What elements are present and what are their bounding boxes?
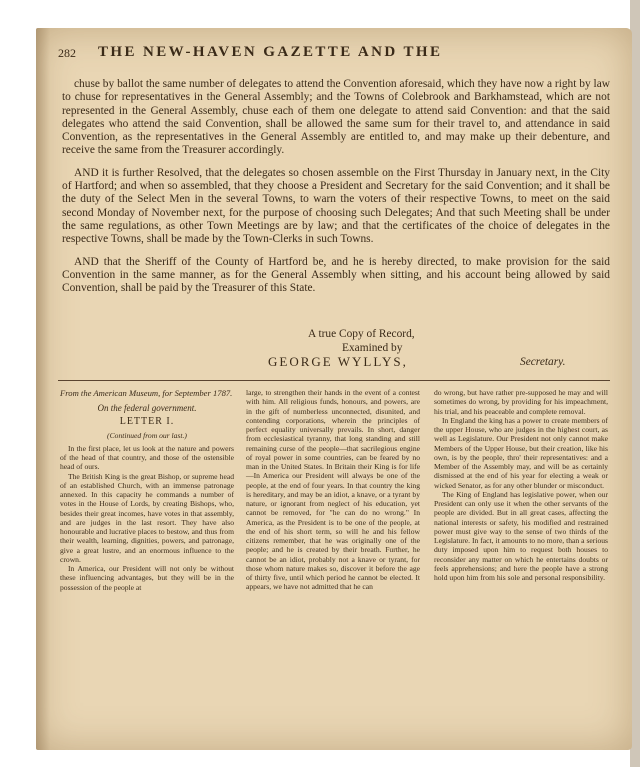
article-heading: On the federal government. — [97, 403, 197, 413]
attestation-line-2: Examined by — [342, 342, 403, 354]
resolution-text — [62, 78, 610, 304]
col3-paragraph-3: The King of England has legislative power, when our President can only use it when the other servants of the people are divided. But in all great cases, affecting the national interests or safety, his modified and restrained power must give way to the sense of two thirds of the Legislature. In fact, it amounts to no more, than a serious duty imposed upon him to request both houses to reconsider any matter on which he entertains doubts or feels apprehensions; and here the people have a strong hold upon him from his sole and personal responsibility. — [434, 489, 608, 582]
signer-role: Secretary. — [520, 356, 566, 368]
newspaper-page — [36, 28, 632, 750]
col1-paragraph-2: The British King is the great Bishop, or supreme head of an established Church, with an immense patronage annexed. In this capacity he commands a number of votes in the House of Lords, by creating Bishops, who, besides their great incomes, have votes in that assembly, and are judges in the last resort. They have also honourable and lucrative places to bestow, and thus from their wealth, learning, dignities, powers, and patronage, give a great lustre, and an enormous influence to the crown. — [60, 471, 234, 564]
attestation-line-1: A true Copy of Record, — [308, 328, 415, 340]
signer-name: GEORGE WYLLYS, — [268, 354, 408, 369]
col3-paragraph-1: do wrong, but have rather pre-supposed he may and will sometimes do wrong, by providing for his impeachment, his trial, and his peaceable and complete removal. — [434, 388, 608, 416]
col3-paragraph-2: In England the king has a power to create members of the upper House, who are judges in the highest court, as well as Legislature. Our President not only cannot make Members of the Upper House, but their creation, like his own, is by the people, thro' their representatives: and a Member of the Assembly may, and will be as certainly dismissed at the end of his year for electing a weak or wicked Senator, as for any other blunder or misconduct. — [434, 415, 608, 490]
col1-paragraph-1: In the first place, let us look at the nature and powers of the head of that country, and those of the ostensible head of ours. — [60, 443, 234, 472]
col2-paragraph-1: large, to strengthen their hands in the event of a contest with him. All religious funds, honours, and powers, are in the gift of numberless unconnected, disunited, and contending corporations, wherein the principles of perfect equality universally prevails. In short, danger from ecclesiastical tyranny, that long standing and still remaining curse of the people—that sacrilegious engine of royal power in some countries, can be feared by no man in the United States. In Britain their King is for life—In America our President will always be one of the people, at the end of four years. In that country the king is hereditary, and may be an idiot, a knave, or a tyrant by nature, or ignorant from neglect of his education, yet cannot be removed, for "he can do no wrong." In America, as the President is to be one of the people, at the end of his short term, so will he and his fellow citizens remember, that he was originally one of the people; and he is created by their breath. Further, he cannot be an idiot, probably not a knave or tyrant, for those whom nature makes so, discover it before the age of thirty five, until which period he cannot be elected. It appears, we have not admitted that he can — [246, 388, 420, 592]
resolution-paragraph-2: AND it is further Resolved, that the delegates so chosen assemble on the First Thursday in January next, in the City of Hartford; and when so assembled, that they choose a President and Secretary for the said Convention; and it shall be the duty of the Select Men in the several Towns, to warn the voters of their respective Towns, to meet on the said second Monday of November next, for the purpose of choosing such Delegates; And that such Meeting shall be under the same regulations, as other Town Meetings are by law; and that the certificates of the choice of delegates in the respective Towns, shall be made by the Town-Clerks in such Towns. — [62, 166, 610, 246]
column-1 — [60, 388, 234, 592]
page-number: 282 — [58, 46, 76, 60]
column-3 — [434, 388, 608, 582]
masthead — [58, 44, 618, 64]
newspaper-title: THE NEW-HAVEN GAZETTE AND THE — [98, 44, 443, 60]
section-divider — [58, 380, 610, 381]
resolution-paragraph-3: AND that the Sheriff of the County of Hartford be, and he is hereby directed, to make provision for the said Convention in the same manner, as for the General Assembly when sitting, and his account being allowed by said Convention, shall be paid by the Treasurer of this State. — [62, 255, 610, 295]
column-2 — [246, 388, 420, 592]
resolution-paragraph-1: chuse by ballot the same number of delegates to attend the Convention aforesaid, which they have now a right by law to chuse for representatives in the General Assembly; and the Towns of Colebrook and Barkhamstead, which are not represented in the General Assembly, chuse each of them one delegate to attend said Convention: and that the said delegates who attend the said Convention, shall be allowed the same sum for their travel to, and attendance in said Convention, as the representatives in the General Assembly are entitled to, and may make up their debenture, and receive the same from the Treasurer accordingly. — [62, 78, 610, 157]
letter-number: LETTER I. — [119, 416, 175, 428]
col1-paragraph-3: In America, our President will not only be without these influencing advantages, but they will be in the possession of the people at — [60, 564, 234, 592]
article-source: From the American Museum, for September 1787. — [60, 388, 233, 398]
continued-note: (Continued from our last.) — [107, 430, 187, 440]
